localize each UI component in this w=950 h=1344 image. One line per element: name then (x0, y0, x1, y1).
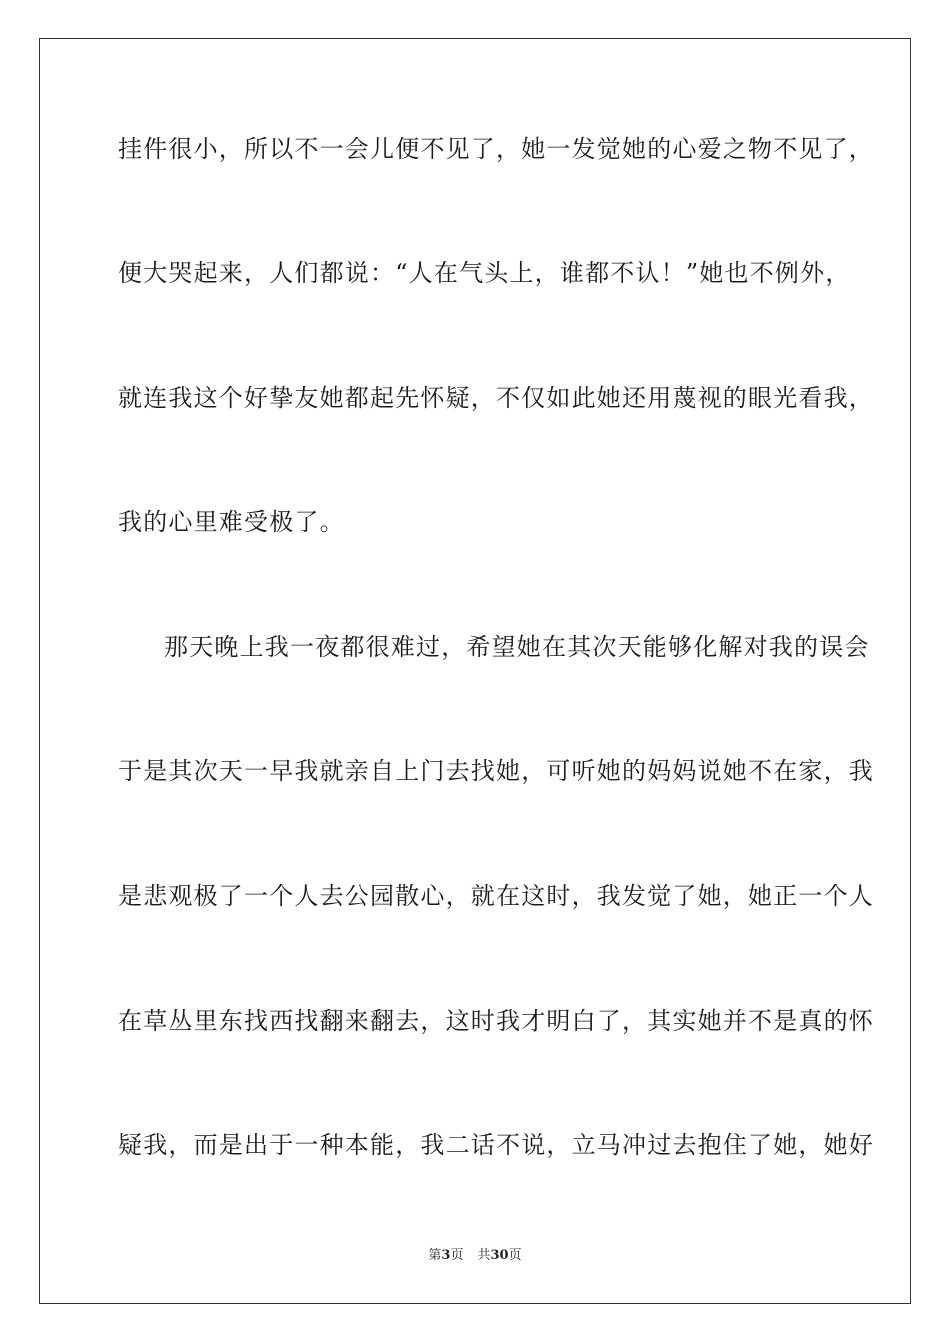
body-text-line: 于是其次天一早我就亲自上门去找她，可听她的妈妈说她不在家，我 (118, 757, 874, 785)
page-prefix: 第 (428, 1248, 442, 1263)
body-text-line: 就连我这个好挚友她都起先怀疑，不仅如此她还用蔑视的眼光看我， (118, 384, 874, 412)
body-text-line: 疑我，而是出于一种本能，我二话不说，立马冲过去抱住了她，她好 (118, 1131, 874, 1159)
body-text-line: 便大哭起来，人们都说：“人在气头上，谁都不认！”她也不例外， (118, 259, 851, 287)
body-text-line: 是悲观极了一个人去公园散心，就在这时，我发觉了她，她正一个人 (118, 882, 874, 910)
body-text-line: 挂件很小，所以不一会儿便不见了，她一发觉她的心爱之物不见了， (118, 135, 874, 163)
paragraph-first-line: 那天晚上我一夜都很难过，希望她在其次天能够化解对我的误会 (164, 633, 870, 661)
page-number: 3 (441, 1248, 451, 1263)
page-suffix: 页 (450, 1248, 464, 1263)
body-text-line: 我的心里难受极了。 (118, 508, 345, 536)
page-footer (0, 1247, 950, 1265)
total-prefix: 共 (477, 1248, 491, 1263)
total-pages: 30 (490, 1248, 509, 1263)
page-border (39, 38, 911, 1304)
body-text-line: 在草丛里东找西找翻来翻去，这时我才明白了，其实她并不是真的怀 (118, 1007, 874, 1035)
total-suffix: 页 (508, 1248, 522, 1263)
